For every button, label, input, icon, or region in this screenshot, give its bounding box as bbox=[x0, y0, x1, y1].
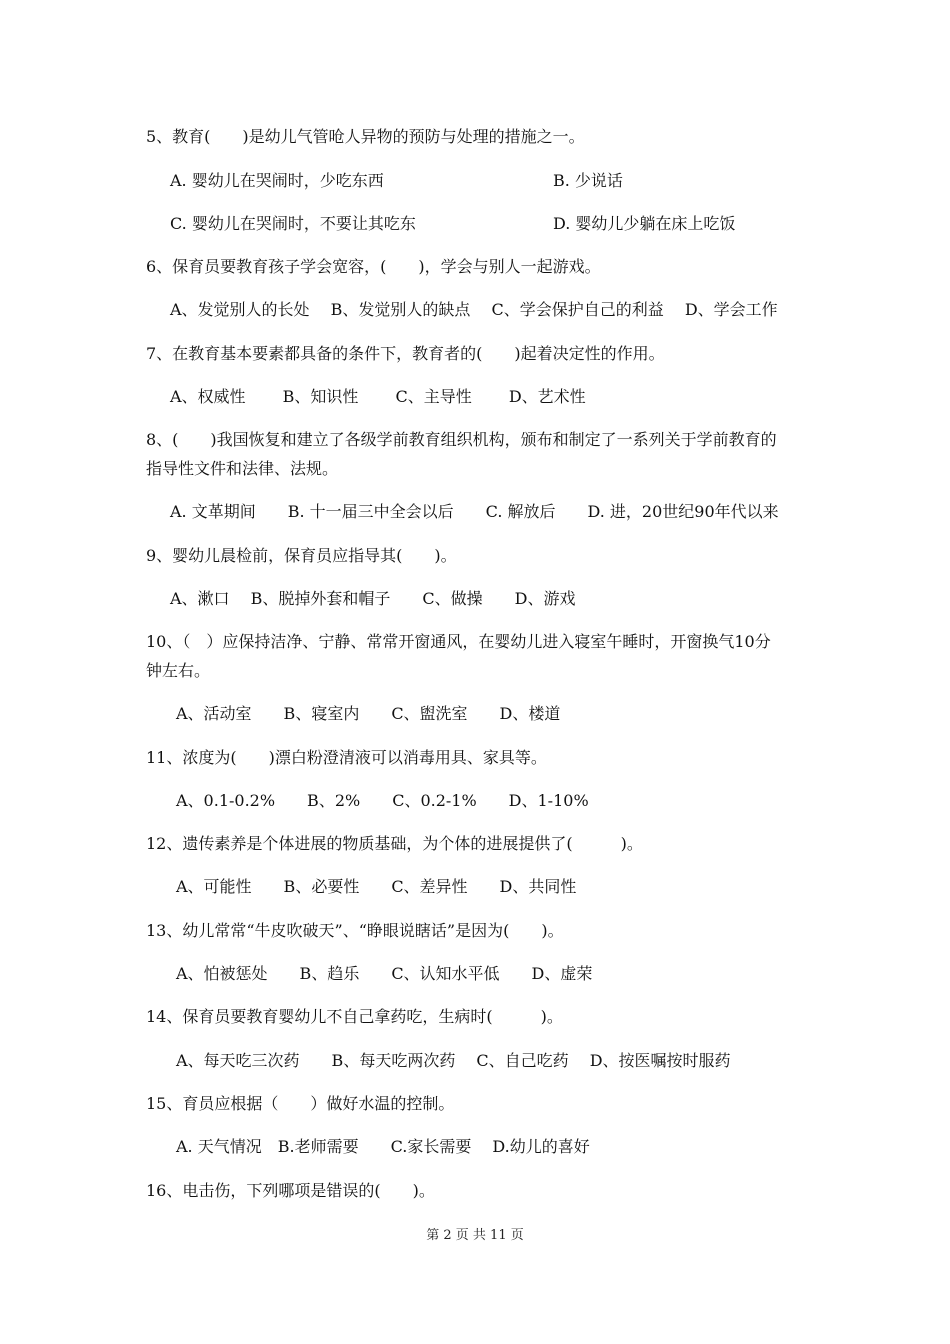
question-7-stem: 7、在教育基本要素都具备的条件下，教育者的( )起着决定性的作用。 bbox=[146, 344, 665, 363]
question-6-options: A、发觉别人的长处 B、发觉别人的缺点 C、学会保护自己的利益 D、学会工作 bbox=[170, 300, 778, 319]
question-8-stem-continued: 指导性文件和法律、法规。 bbox=[146, 459, 339, 478]
question-7-options: A、权威性 B、知识性 C、主导性 D、艺术性 bbox=[170, 387, 586, 406]
question-15-stem: 15、育员应根据（ ）做好水温的控制。 bbox=[146, 1094, 455, 1113]
question-8-stem: 8、( )我国恢复和建立了各级学前教育组织机构，颁布和制定了一系列关于学前教育的 bbox=[146, 430, 777, 449]
question-13-stem: 13、幼儿常常“牛皮吹破天”、“睁眼说瞎话”是因为( )。 bbox=[146, 921, 564, 940]
question-10-stem-continued: 钟左右。 bbox=[146, 661, 211, 680]
question-5-stem: 5、教育( )是幼儿气管呛人异物的预防与处理的措施之一。 bbox=[146, 127, 585, 146]
question-10-stem: 10、（ ）应保持洁净、宁静、常常开窗通风，在婴幼儿进入寝室午睡时，开窗换气10分 bbox=[146, 632, 771, 651]
question-8-options: A. 文革期间 B. 十一届三中全会以后 C. 解放后 D. 进，20世纪90年代以来 bbox=[170, 502, 779, 521]
question-5-option-b: B. 少说话 bbox=[553, 171, 623, 190]
page-number-footer: 第 2 页 共 11 页 bbox=[426, 1228, 524, 1243]
question-10-options: A、活动室 B、寝室内 C、盥洗室 D、楼道 bbox=[176, 704, 561, 723]
question-5-option-c: C. 婴幼儿在哭闹时，不要让其吃东 bbox=[170, 214, 416, 233]
question-11-options: A、0.1-0.2% B、2% C、0.2-1% D、1-10% bbox=[176, 791, 589, 810]
question-14-options: A、每天吃三次药 B、每天吃两次药 C、自己吃药 D、按医嘱按时服药 bbox=[176, 1051, 731, 1070]
question-5-option-a: A. 婴幼儿在哭闹时，少吃东西 bbox=[170, 171, 384, 190]
question-16-stem: 16、电击伤，下列哪项是错误的( )。 bbox=[146, 1181, 435, 1200]
question-5-option-d: D. 婴幼儿少躺在床上吃饭 bbox=[553, 214, 736, 233]
question-11-stem: 11、浓度为( )漂白粉澄清液可以消毒用具、家具等。 bbox=[146, 748, 547, 767]
question-12-options: A、可能性 B、必要性 C、差异性 D、共同性 bbox=[176, 877, 577, 896]
question-13-options: A、怕被惩处 B、趋乐 C、认知水平低 D、虚荣 bbox=[176, 964, 593, 983]
question-9-options: A、漱口 B、脱掉外套和帽子 C、做操 D、游戏 bbox=[170, 589, 576, 608]
question-9-stem: 9、婴幼儿晨检前，保育员应指导其( )。 bbox=[146, 546, 457, 565]
question-15-options: A. 天气情况 B.老师需要 C.家长需要 D.幼儿的喜好 bbox=[176, 1137, 590, 1156]
question-6-stem: 6、保育员要教育孩子学会宽容，( )，学会与别人一起游戏。 bbox=[146, 257, 601, 276]
question-14-stem: 14、保育员要教育婴幼儿不自己拿药吃，生病时( )。 bbox=[146, 1007, 563, 1026]
question-12-stem: 12、遗传素养是个体进展的物质基础，为个体的进展提供了( )。 bbox=[146, 834, 643, 853]
